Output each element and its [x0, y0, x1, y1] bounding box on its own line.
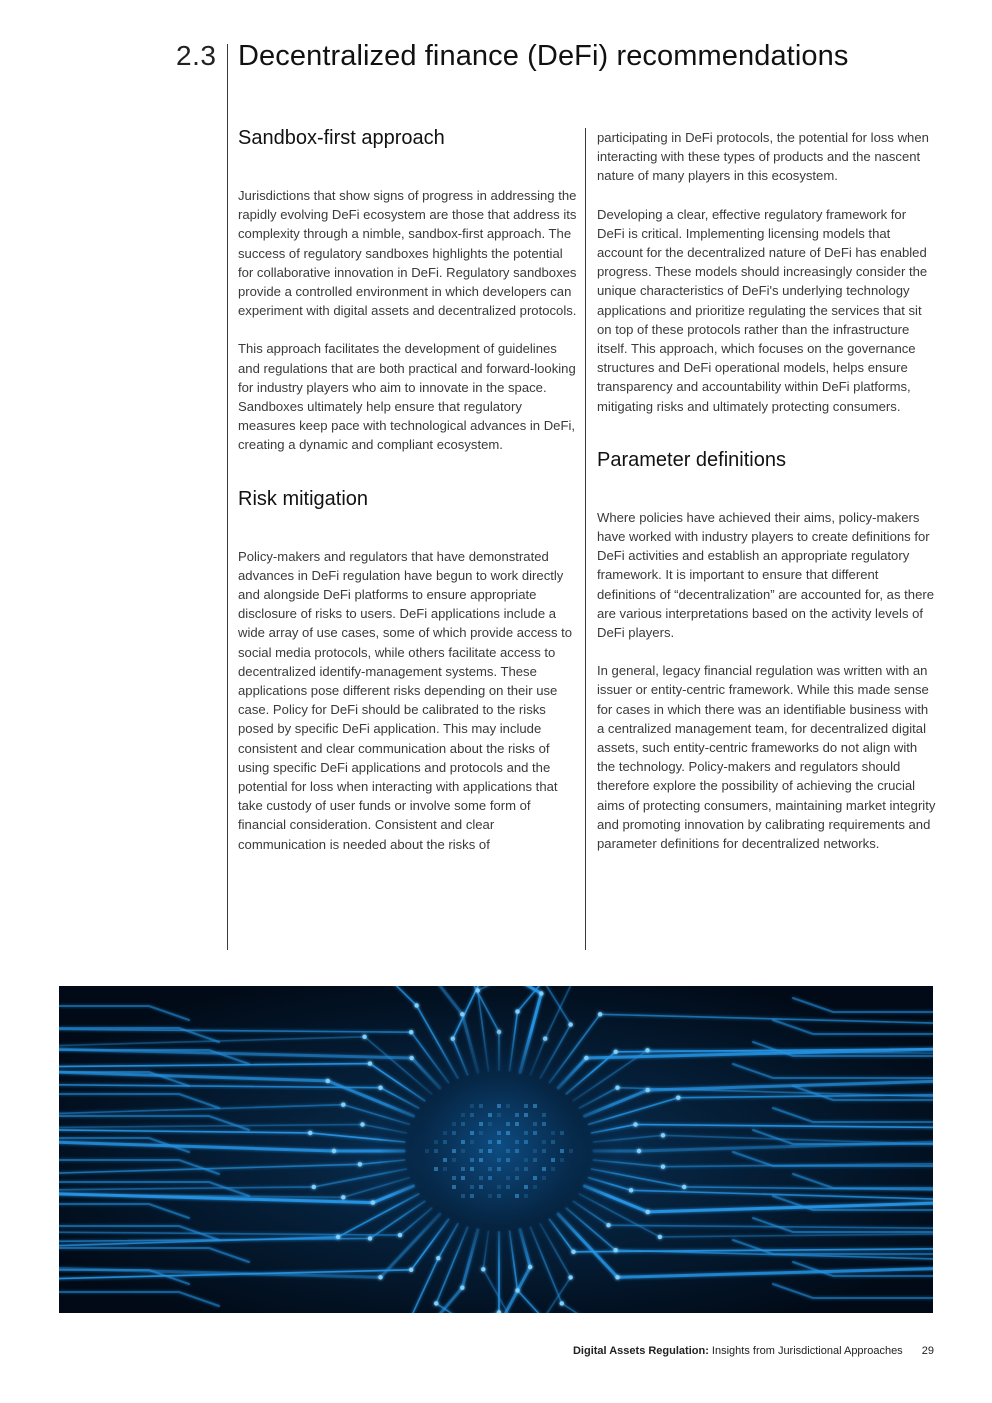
circuit-node: [368, 1236, 372, 1240]
chip-cell: [506, 1176, 510, 1180]
circuit-board-image: [59, 986, 933, 1313]
paragraph-risk-continued: participating in DeFi protocols, the potential for loss when interacting with these types of products and the nascent nature of many players in this ecosystem.: [597, 130, 929, 184]
chip-cell: [506, 1131, 510, 1135]
chip-cell: [542, 1167, 546, 1171]
circuit-node: [539, 991, 543, 995]
circuit-node: [615, 1086, 619, 1090]
chip-cell: [506, 1158, 510, 1162]
circuit-node: [460, 1012, 464, 1016]
chip-cell: [533, 1131, 537, 1135]
circuit-node: [312, 1185, 316, 1189]
circuit-node: [336, 1235, 340, 1239]
circuit-node: [658, 1235, 662, 1239]
circuit-node: [629, 1188, 633, 1192]
chip-cell: [551, 1140, 555, 1144]
chip-cell: [461, 1122, 465, 1126]
circuit-node: [560, 1301, 564, 1305]
column-divider: [585, 128, 586, 950]
chip-cell: [560, 1158, 564, 1162]
paragraph-sandbox-1: Jurisdictions that show signs of progress in addressing the rapidly evolving DeFi ecosystem are those that address its complexity through a nimble, sandbox-first approach. The success of regulatory sandboxes highlights the potential for collaborative innovation in DeFi. Regulatory sandboxes provide a controlled environment in which developers can experiment with digital assets and decentralized protocols.: [238, 188, 577, 319]
chip-cell: [452, 1158, 456, 1162]
circuit-node: [398, 1233, 402, 1237]
chip-cell: [533, 1158, 537, 1162]
circuit-node: [637, 1149, 641, 1153]
chip-cell: [497, 1131, 501, 1135]
chip-cell: [515, 1194, 519, 1198]
chip-cell: [470, 1185, 474, 1189]
chip-cell: [506, 1122, 510, 1126]
circuit-node: [661, 1165, 665, 1169]
chip-cell: [452, 1122, 456, 1126]
chip-cell: [470, 1167, 474, 1171]
chip-cell: [434, 1149, 438, 1153]
chip-cell: [443, 1158, 447, 1162]
chip-cell: [524, 1113, 528, 1117]
circuit-node: [332, 1149, 336, 1153]
right-column: [597, 128, 937, 853]
chip-cell: [488, 1122, 492, 1126]
chip-cell: [479, 1104, 483, 1108]
footer-report-subtitle: Insights from Jurisdictional Approaches: [711, 1345, 903, 1357]
chip-cell: [524, 1185, 528, 1189]
circuit-node: [606, 1223, 610, 1227]
page-footer: [573, 1345, 934, 1357]
chip-cell: [470, 1140, 474, 1144]
circuit-node: [368, 1061, 372, 1065]
chip-cell: [497, 1185, 501, 1189]
chip-cell: [560, 1131, 564, 1135]
circuit-node: [476, 988, 480, 992]
circuit-node: [341, 1195, 345, 1199]
chip-cell: [479, 1158, 483, 1162]
chip-cell: [470, 1131, 474, 1135]
circuit-node: [414, 1003, 418, 1007]
heading-parameter-definitions: Parameter definitions: [597, 448, 786, 471]
chip-cell: [461, 1167, 465, 1171]
chip-cell: [497, 1104, 501, 1108]
circuit-node: [434, 1301, 438, 1305]
chip-cell: [452, 1185, 456, 1189]
chip-cell: [533, 1149, 537, 1153]
circuit-node: [598, 1012, 602, 1016]
circuit-node: [614, 1248, 618, 1252]
circuit-node: [436, 1256, 440, 1260]
chip-cell: [551, 1131, 555, 1135]
chip-cell: [452, 1131, 456, 1135]
chip-cell: [524, 1140, 528, 1144]
chip-cell: [569, 1149, 573, 1153]
circuit-node: [362, 1035, 366, 1039]
chip-cell: [560, 1149, 564, 1153]
chip-cell: [515, 1167, 519, 1171]
chip-cell: [497, 1113, 501, 1117]
circuit-node: [481, 1267, 485, 1271]
chip-cell: [425, 1149, 429, 1153]
chip-cell: [470, 1113, 474, 1117]
chip-cell: [488, 1176, 492, 1180]
chip-cell: [470, 1158, 474, 1162]
circuit-node: [341, 1103, 345, 1107]
circuit-node: [646, 1210, 650, 1214]
chip-cell: [542, 1122, 546, 1126]
circuit-node: [326, 1079, 330, 1083]
chip-cell: [506, 1185, 510, 1189]
heading-sandbox-first: Sandbox-first approach: [238, 127, 445, 149]
circuit-node: [571, 1250, 575, 1254]
circuit-node: [371, 1200, 375, 1204]
circuit-node: [515, 1009, 519, 1013]
chip-cell: [443, 1167, 447, 1171]
chip-cell: [452, 1176, 456, 1180]
chip-cell: [506, 1149, 510, 1153]
chip-cell: [524, 1131, 528, 1135]
chip-cell: [497, 1158, 501, 1162]
chip-cell: [515, 1149, 519, 1153]
circuit-illustration: [59, 986, 933, 1313]
circuit-node: [568, 1022, 572, 1026]
chip-cell: [461, 1176, 465, 1180]
chip-cell: [443, 1140, 447, 1144]
chip-cell: [479, 1131, 483, 1135]
paragraph-parameters-2: In general, legacy financial regulation was written with an issuer or entity-centric framework. While this made sense for cases in which there was an identifiable business with a centralized management team, for decentralized digital assets, such entity-centric frameworks do not align with the technology. Policy-makers and regulators should therefore explore the possibility of achieving the crucial aims of protecting consumers, maintaining market integrity and promoting innovation by calibrating requirements and parameter definitions for decentralized networks.: [597, 663, 936, 852]
circuit-node: [682, 1185, 686, 1189]
circuit-node: [661, 1133, 665, 1137]
chip-cell: [434, 1140, 438, 1144]
chip-cell: [515, 1122, 519, 1126]
circuit-node: [378, 1275, 382, 1279]
chip-cell: [542, 1176, 546, 1180]
chip-cell: [524, 1104, 528, 1108]
vertical-rule-left: [227, 44, 228, 950]
circuit-node: [646, 1088, 650, 1092]
circuit-node: [460, 1286, 464, 1290]
chip-cell: [470, 1194, 474, 1198]
chip-cell: [515, 1176, 519, 1180]
chip-cell: [479, 1149, 483, 1153]
chip-cell: [479, 1185, 483, 1189]
circuit-node: [676, 1096, 680, 1100]
circuit-node: [378, 1086, 382, 1090]
chip-cell: [542, 1113, 546, 1117]
chip-cell: [524, 1167, 528, 1171]
chip-cell: [515, 1140, 519, 1144]
left-column: [238, 125, 578, 854]
chip-cell: [542, 1149, 546, 1153]
paragraph-risk-1: Policy-makers and regulators that have demonstrated advances in DeFi regulation have begun to work directly and alongside DeFi platforms to ensure appropriate disclosure of risks to users. DeFi applications include a wide array of use cases, some of which provide access to social media protocols, while others facilitate access to decentralized identify-management systems. These applications pose different risks depending on their use case. Policy for DeFi should be calibrated to the risks posed by specific DeFi application. This may include consistent and clear communication about the risks of using specific DeFi applications and protocols and the potential for loss when interacting with applications that take custody of user funds or involve some form of financial consideration. Consistent and clear communication is needed about the risks of: [238, 548, 573, 852]
page-title: Decentralized finance (DeFi) recommendations: [238, 40, 849, 72]
chip-cell: [461, 1149, 465, 1153]
chip-cell: [479, 1122, 483, 1126]
page-number: 29: [921, 1345, 934, 1357]
circuit-node: [645, 1048, 649, 1052]
chip-cell: [533, 1104, 537, 1108]
paragraph-parameters-1: Where policies have achieved their aims, policy-makers have worked with industry players to create definitions for DeFi activities and establish an appropriate regulatory framework. It is important to ensure that different definitions of “decentralization” are accounted for, as there are various interpretations based on the activity levels of DeFi players.: [597, 509, 934, 641]
circuit-node: [410, 1056, 414, 1060]
chip-cell: [497, 1194, 501, 1198]
circuit-node: [633, 1122, 637, 1126]
paragraph-sandbox-2: This approach facilitates the development of guidelines and regulations that are both practical and forward-looking for industry players who aim to innovate in the space. Sandboxes ultimately help ensure that regulatory measures keep pace with technological advances in DeFi, creating a dynamic and compliant ecosystem.: [238, 341, 576, 453]
chip-cell: [497, 1167, 501, 1171]
chip-cell: [515, 1113, 519, 1117]
circuit-node: [515, 1288, 519, 1292]
circuit-node: [360, 1122, 364, 1126]
paragraph-regulatory-framework: Developing a clear, effective regulatory framework for DeFi is critical. Implementing licensing models that account for the decentralized nature of DeFi has enabled progress. These models should increasingly consider the unique characteristics of DeFi's underlying technology applications and prioritize regulating the services that sit on top of these protocols rather than the infrastructure itself. This approach, which focuses on the governance structures and DeFi operational models, helps ensure transparency and accountability within DeFi platforms, mitigating risks and ultimately protecting consumers.: [597, 206, 928, 414]
chip-cell: [497, 1140, 501, 1144]
chip-cell: [506, 1104, 510, 1108]
chip-cell: [479, 1176, 483, 1180]
circuit-node: [528, 1265, 532, 1269]
chip-cell: [524, 1158, 528, 1162]
chip-cell: [488, 1113, 492, 1117]
circuit-node: [615, 1275, 619, 1279]
circuit-node: [409, 1030, 413, 1034]
heading-risk-mitigation: Risk mitigation: [238, 487, 369, 510]
circuit-node: [308, 1131, 312, 1135]
chip-cell: [443, 1131, 447, 1135]
circuit-node: [614, 1050, 618, 1054]
chip-cell: [461, 1194, 465, 1198]
chip-cell: [524, 1194, 528, 1198]
chip-cell: [470, 1104, 474, 1108]
chip-cell: [533, 1122, 537, 1126]
chip-cell: [488, 1140, 492, 1144]
circuit-node: [409, 1268, 413, 1272]
chip-cell: [533, 1176, 537, 1180]
chip-cell: [488, 1167, 492, 1171]
chip-cell: [488, 1194, 492, 1198]
chip-cell: [461, 1140, 465, 1144]
chip-cell: [488, 1149, 492, 1153]
circuit-node: [584, 1056, 588, 1060]
chip-cell: [551, 1158, 555, 1162]
footer-report-title: Digital Assets Regulation:: [572, 1345, 709, 1357]
chip-cell: [551, 1167, 555, 1171]
chip-cell: [434, 1167, 438, 1171]
circuit-node: [358, 1162, 362, 1166]
chip-cell: [542, 1140, 546, 1144]
chip-cell: [533, 1185, 537, 1189]
chip-cell: [452, 1149, 456, 1153]
section-number: 2.3: [176, 40, 217, 71]
circuit-node: [568, 1275, 572, 1279]
chip-cell: [461, 1113, 465, 1117]
